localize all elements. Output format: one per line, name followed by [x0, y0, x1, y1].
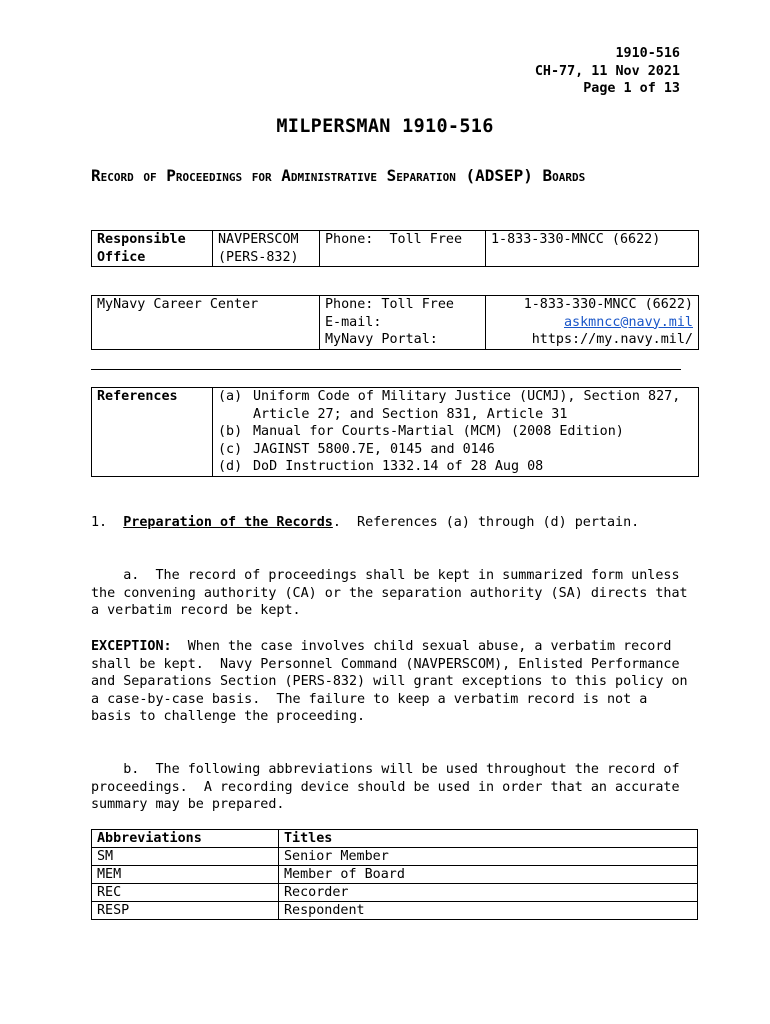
reference-item [218, 441, 693, 459]
doc-number: 1910-516 [615, 46, 680, 61]
portal-url[interactable]: https://my.navy.mil/ [531, 332, 693, 348]
page-number: Page 1 of 13 [583, 81, 680, 97]
label-line: Responsible [97, 232, 186, 247]
abbreviations-table [91, 829, 698, 920]
office-name [213, 231, 320, 267]
reference-letter: (b) [218, 424, 243, 440]
abbreviations-header-row [92, 830, 698, 848]
change-date: CH-77, 11 Nov 2021 [534, 63, 680, 79]
reference-letter: (d) [218, 459, 243, 475]
reference-text: DoD Instruction 1332.14 of 28 Aug 08 [253, 459, 544, 475]
label-line: Office [97, 249, 146, 265]
reference-item [218, 388, 693, 423]
reference-text: JAGINST 5800.7E, 0145 and 0146 [253, 441, 495, 457]
reference-letter: (a) [218, 389, 243, 404]
reference-item [218, 458, 693, 476]
office-line: (PERS-832) [218, 249, 299, 265]
reference-item [218, 423, 693, 441]
title-cell: Respondent [279, 902, 698, 920]
document-subtitle: Record of Proceedings for Administrative Separation (ADSEP) Boards [91, 166, 586, 185]
references-list [213, 388, 699, 477]
title-cell: Member of Board [279, 866, 698, 884]
table-row [92, 866, 698, 884]
page-header [535, 45, 680, 98]
abbr-cell: REC [92, 884, 279, 902]
section-heading: Preparation of the Records [123, 515, 333, 530]
phone-label: Phone: Toll Free [320, 231, 486, 267]
career-center-table [91, 295, 699, 350]
contact-values [486, 296, 699, 350]
exception-paragraph [91, 638, 696, 726]
column-header-abbreviations: Abbreviations [92, 830, 279, 848]
office-line: NAVPERSCOM [218, 232, 299, 247]
email-label: E-mail: [325, 314, 382, 330]
abbr-cell: SM [92, 848, 279, 866]
exception-text: When the case involves child sexual abuse, a verbatim record shall be kept. Navy Personnel Command (NAVPERSCOM), Enlisted Performance and Separations Section (PERS-832) will grant exceptions to this policy on a case-by-case basis. The failure to keep a verbatim record is not a basis to challenge the proceeding. [91, 639, 696, 725]
phone-value: 1-833-330-MNCC (6622) [523, 297, 693, 312]
portal-label: MyNavy Portal: [325, 332, 438, 348]
exception-label: EXCEPTION: [91, 639, 172, 654]
abbr-cell: MEM [92, 866, 279, 884]
document-title: MILPERSMAN 1910-516 [276, 116, 494, 137]
divider [91, 369, 681, 370]
references-label: References [92, 388, 213, 477]
section-intro: . References (a) through (d) pertain. [332, 515, 640, 530]
phone-label: Phone: Toll Free [325, 297, 454, 312]
responsible-office-table [91, 230, 699, 267]
reference-text: Uniform Code of Military Justice (UCMJ), Section 827, Article 27; and Section 831, Article 31 [253, 389, 681, 422]
section-1-paragraph [91, 514, 691, 532]
contact-labels [320, 296, 486, 350]
phone-value: 1-833-330-MNCC (6622) [486, 231, 699, 267]
title-cell: Recorder [279, 884, 698, 902]
responsible-office-label [92, 231, 213, 267]
table-row [92, 884, 698, 902]
column-header-titles: Titles [279, 830, 698, 848]
paragraph-a: a. The record of proceedings shall be kept in summarized form unless the convening authority (CA) or the separation authority (SA) directs that a verbatim record be kept. [91, 568, 696, 619]
title-cell: Senior Member [279, 848, 698, 866]
references-table [91, 387, 699, 477]
paragraph-b: b. The following abbreviations will be used throughout the record of proceedings. A recording device should be used in order that an accurate summary may be prepared. [91, 762, 688, 813]
career-center-name: MyNavy Career Center [92, 296, 320, 350]
email-link[interactable]: askmncc@navy.mil [564, 314, 693, 330]
reference-text: Manual for Courts-Martial (MCM) (2008 Edition) [253, 424, 624, 440]
section-number: 1. [91, 515, 108, 530]
reference-letter: (c) [218, 441, 243, 457]
table-row [92, 902, 698, 920]
table-row [92, 848, 698, 866]
abbr-cell: RESP [92, 902, 279, 920]
